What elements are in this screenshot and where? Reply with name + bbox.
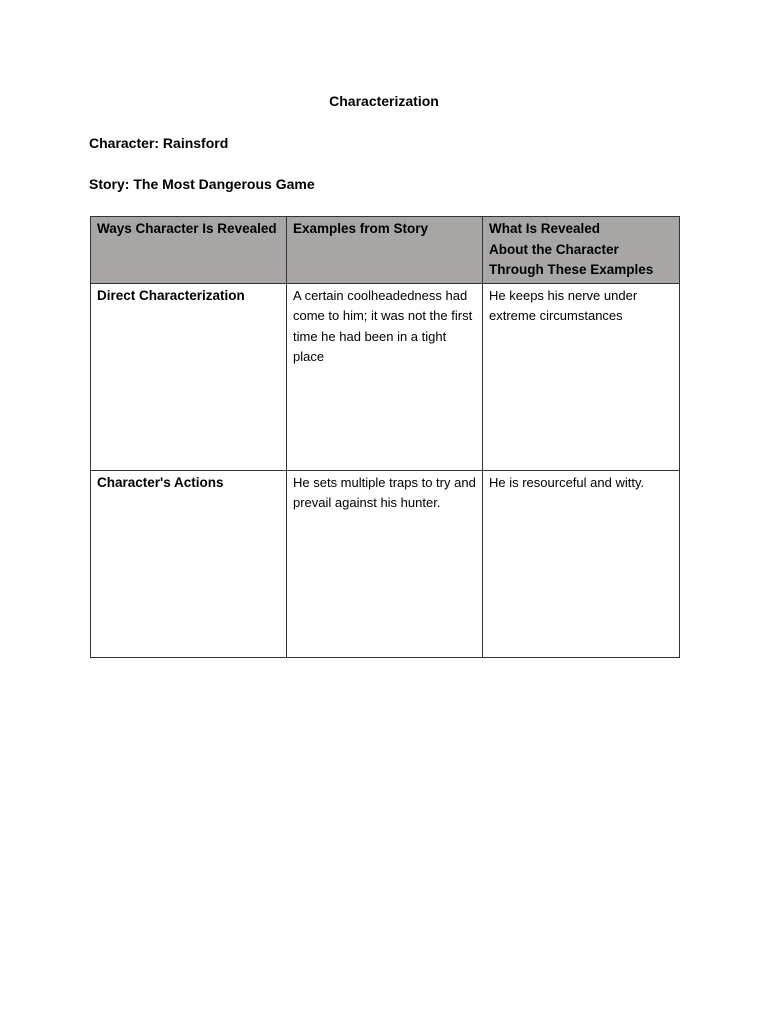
character-line — [89, 135, 228, 151]
row-label-characters-actions: Character's Actions — [91, 470, 287, 657]
character-name: Rainsford — [162, 135, 229, 151]
characterization-table — [90, 216, 680, 658]
row-label-direct-characterization: Direct Characterization — [91, 283, 287, 470]
character-label: Character: — [89, 135, 163, 151]
row-example-cell: A certain coolheadedness had come to him; it was not the first time he had been in a tight place — [287, 283, 483, 470]
header-what-revealed: What Is Revealed About the Character Through These Examples — [483, 217, 680, 284]
row-revealed-cell: He is resourceful and witty. — [483, 470, 680, 657]
story-line — [89, 176, 315, 192]
header-ways-revealed: Ways Character Is Revealed — [91, 217, 287, 284]
document-title: Characterization — [329, 93, 439, 109]
header-examples: Examples from Story — [287, 217, 483, 284]
table-header-row — [91, 217, 680, 284]
table-row — [91, 283, 680, 470]
story-name: The Most Dangerous Game — [133, 176, 315, 192]
row-revealed-cell: He keeps his nerve under extreme circumstances — [483, 283, 680, 470]
table-row — [91, 470, 680, 657]
row-example-cell: He sets multiple traps to try and prevail against his hunter. — [287, 470, 483, 657]
story-label: Story: — [89, 176, 134, 192]
